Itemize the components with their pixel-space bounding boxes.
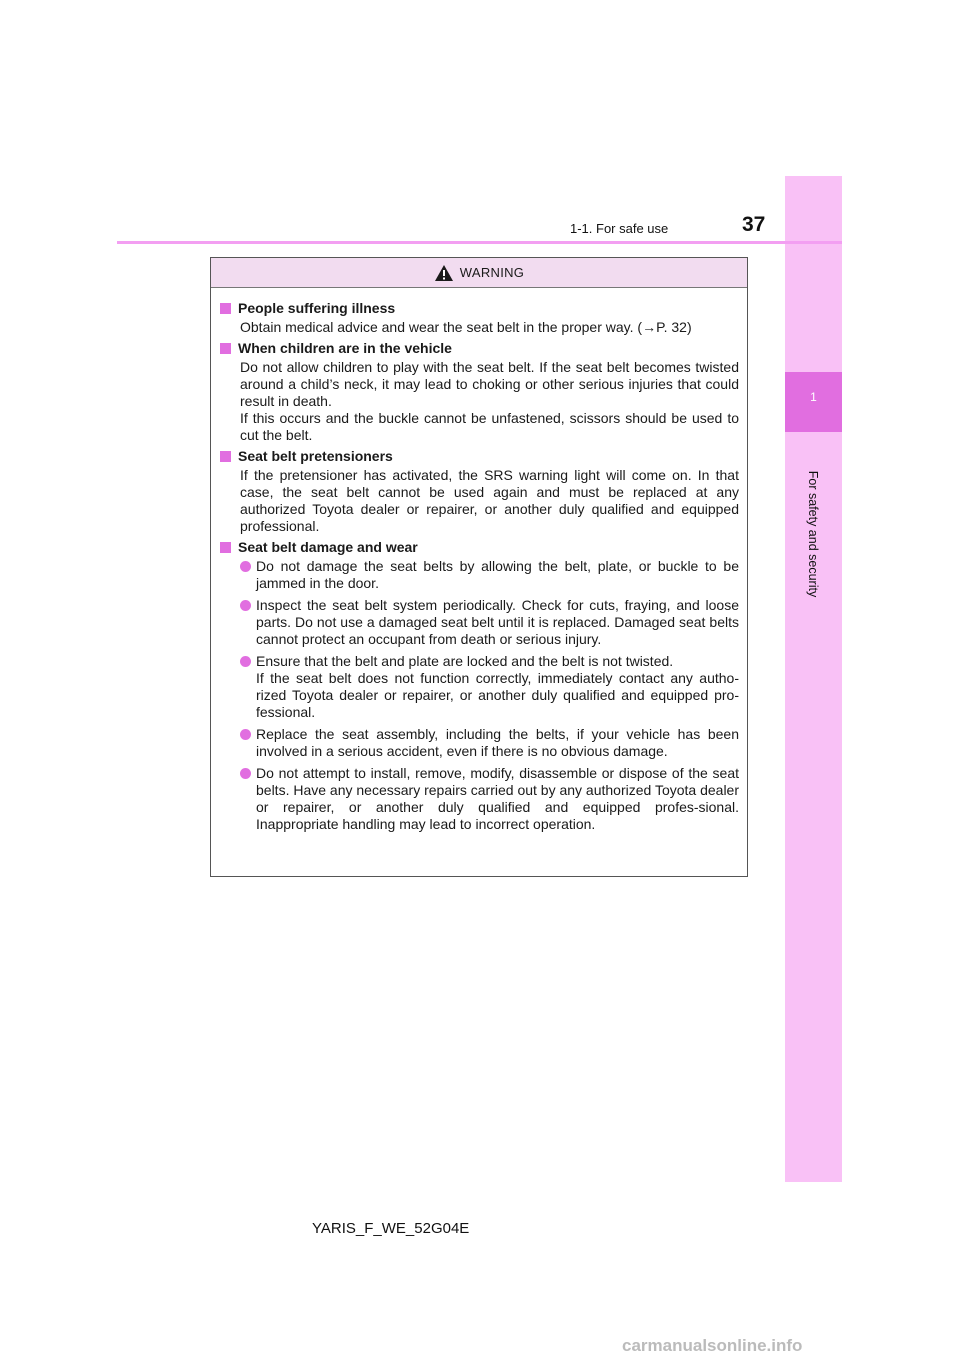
paragraph: If this occurs and the buckle cannot be unfastened, scissors should be used to cut the belt. bbox=[240, 410, 739, 443]
watermark: carmanualsonline.info bbox=[622, 1336, 803, 1355]
round-bullet-icon bbox=[240, 768, 251, 779]
side-tab bbox=[785, 176, 842, 1182]
bullet-text: Ensure that the belt and plate are locked and the belt is not twisted. If the seat belt does not function correctly, immediately contact any autho-rized Toyota dealer or repairer, or another duly qualified and equipped pro-fessional. bbox=[256, 653, 739, 720]
bullet-text: Inspect the seat belt system periodically. Check for cuts, fraying, and loose parts. Do not use a damaged seat belt until it is replaced. Damaged seat belts cannot protect an occupant from death or serious injury. bbox=[256, 597, 739, 647]
warning-label: WARNING bbox=[459, 265, 525, 280]
heading-text: Seat belt pretensioners bbox=[238, 448, 393, 464]
header-rule bbox=[117, 241, 842, 244]
chapter-title-text: For safety and security bbox=[806, 470, 820, 598]
round-bullet-icon bbox=[240, 600, 251, 611]
round-bullet-icon bbox=[240, 561, 251, 572]
section-heading bbox=[220, 300, 739, 317]
paragraph: Do not allow children to play with the seat belt. If the seat belt becomes twisted around a child’s neck, it may lead to choking or other serious injuries that could result in death. bbox=[240, 359, 739, 409]
list-item bbox=[240, 765, 739, 833]
page-number: 37 bbox=[742, 213, 766, 236]
square-bullet-icon bbox=[220, 542, 231, 553]
list-item bbox=[240, 597, 739, 648]
bullet-text: Do not damage the seat belts by allowing the belt, plate, or buckle to be jammed in the door. bbox=[256, 558, 739, 591]
square-bullet-icon bbox=[220, 451, 231, 462]
paragraph: Obtain medical advice and wear the seat belt in the proper way. (→P. 32) bbox=[240, 319, 692, 335]
list-item bbox=[240, 726, 739, 760]
square-bullet-icon bbox=[220, 343, 231, 354]
heading-text: When children are in the vehicle bbox=[238, 340, 452, 356]
round-bullet-icon bbox=[240, 729, 251, 740]
warning-box bbox=[210, 257, 748, 877]
warning-header bbox=[211, 258, 747, 288]
heading-text: Seat belt damage and wear bbox=[238, 539, 418, 555]
warning-body bbox=[211, 288, 747, 833]
section-heading bbox=[220, 340, 739, 357]
section-heading bbox=[220, 539, 739, 556]
bullet-text: Replace the seat assembly, including the belts, if your vehicle has been involved in a serious accident, even if there is no obvious damage. bbox=[256, 726, 739, 759]
section-title: 1-1. For safe use bbox=[570, 221, 669, 236]
list-item bbox=[240, 653, 739, 721]
list-item bbox=[240, 558, 739, 592]
chapter-number: 1 bbox=[810, 390, 817, 404]
bullet-list bbox=[220, 558, 739, 833]
document-code: YARIS_F_WE_52G04E bbox=[312, 1220, 470, 1237]
warning-triangle-icon bbox=[434, 264, 454, 282]
square-bullet-icon bbox=[220, 303, 231, 314]
bullet-text: Do not attempt to install, remove, modify, disassemble or dispose of the seat belts. Have any necessary repairs carried out by any authorized Toyota dealer or repairer, or another duly qualified and equipped profes-sional. Inappropriate handling may lead to incorrect operation. bbox=[256, 765, 740, 832]
heading-text: People suffering illness bbox=[238, 300, 396, 316]
paragraph: If the pretensioner has activated, the SRS warning light will come on. In that case, the seat belt cannot be used again and must be replaced at any authorized Toyota dealer or repairer, or another duly qualified and equipped professional. bbox=[240, 467, 739, 534]
round-bullet-icon bbox=[240, 656, 251, 667]
section-heading bbox=[220, 448, 739, 465]
